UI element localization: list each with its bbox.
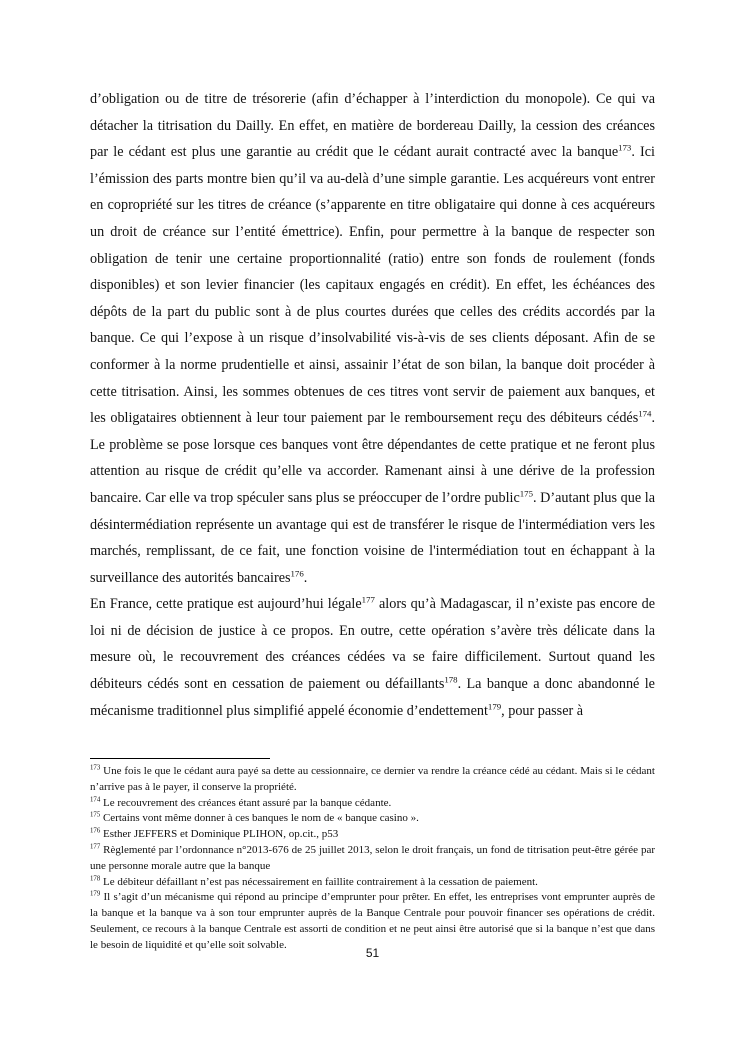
paragraph-text: .: [303, 569, 308, 586]
footnote-number: 175: [90, 811, 101, 819]
footnote-177: [90, 843, 655, 875]
paragraph-text: . Le problème se pose lorsque ces banques vont être dépendantes de cette pratique et ne feront plus attention au risque de crédit qu’elle va accorder. Ramenant ainsi à une dérive de la profession bancaire. Car elle va trop spéculer sans plus se préoccuper de l’ordre public: [90, 410, 655, 506]
paragraph-text: En France, cette pratique est aujourd’hui légale: [90, 596, 362, 613]
footnote-173: [90, 764, 655, 796]
footnote-number: 174: [90, 795, 101, 803]
footnote-text: Il s’agit d’un mécanisme qui répond au principe d’emprunter pour prêter. En effet, les entreprises vont emprunter auprès de la banque et la banque va à son tour emprunter auprès de la Banque Centrale pour pouvoir financer ses opérations de crédit. Seulement, ce recours à la banque Centrale est assorti de condition et ne peut ainsi être autorisé que si la banque n’est que dans le besoin de liquidité et qu’elle soit solvable.: [90, 891, 655, 951]
footnote-ref-173[interactable]: 173: [618, 142, 632, 153]
paragraph-text: d’obligation ou de titre de trésorerie (afin d’échapper à l’interdiction du monopole). Ce qui va détacher la titrisation du Dailly. En effet, en matière de bordereau Dailly, la cession des créances par le cédant est plus une garantie au crédit que le cédant aurait contracté avec la banque: [90, 91, 655, 161]
footnotes: [90, 764, 655, 954]
footnote-ref-177[interactable]: 177: [361, 594, 375, 605]
footnote-ref-179[interactable]: 179: [487, 700, 502, 711]
footnote-text: Le recouvrement des créances étant assuré par la banque cédante.: [100, 796, 392, 809]
footnote-174: [90, 796, 655, 812]
footnote-ref-175[interactable]: 175: [519, 488, 533, 499]
footnote-text: Règlementé par l’ordonnance n°2013-676 de 25 juillet 2013, selon le droit français, un fond de titrisation peut-être gérée par une personne morale autre que la banque: [90, 843, 655, 872]
footnote-number: 176: [90, 827, 101, 835]
footnote-175: [90, 811, 655, 827]
page-number: 51: [365, 946, 380, 960]
footnote-text: Certains vont même donner à ces banques le nom de « banque casino ».: [100, 812, 419, 825]
footnote-separator: [90, 758, 270, 759]
footnote-text: Une fois le que le cédant aura payé sa dette au cessionnaire, ce dernier va rendre la créance cédé au cédant. Mais si le cédant n’arrive pas à le payer, il conserve la propriété.: [90, 765, 655, 793]
paragraph-text: , pour passer à: [501, 702, 584, 719]
footnote-number: 173: [90, 764, 101, 772]
paragraph-1: [90, 86, 655, 591]
footnote-176: [90, 827, 655, 843]
footnote-number: 179: [90, 890, 101, 898]
footnote-ref-176[interactable]: 176: [290, 567, 304, 578]
footnote-number: 177: [90, 843, 101, 851]
body-text: [90, 86, 655, 724]
paragraph-2: [90, 591, 655, 724]
paragraph-text: . La banque a donc abandonné le mécanisme traditionnel plus simplifié appelé économie d’endettement: [90, 676, 655, 719]
footnote-text: Esther JEFFERS et Dominique PLIHON, op.cit., p53: [100, 828, 339, 841]
paragraph-text: . D’autant plus que la désintermédiation représente un avantage qui est de transférer le risque de l'intermédiation vers les marchés, remplissant, de ce fait, une fonction voisine de l'intermédiation tout en échappant à la surveillance des autorités bancaires: [90, 489, 655, 586]
paragraph-text: alors qu’à Madagascar, il n’existe pas encore de loi ni de décision de justice à ce propos. En outre, cette opération s’avère très délicate dans la mesure où, le recouvrement des créances cédées va se faire difficilement. Surtout quand les débiteurs cédés sont en cessation de paiement ou défaillants: [90, 596, 655, 693]
footnote-178: [90, 875, 655, 891]
paragraph-text: . Ici l’émission des parts montre bien qu’il va au-delà d’une simple garantie. Les acquéreurs vont entrer en copropriété sur les titres de créance (s’apparente en titre obligataire qui donne à ces acquéreurs un droit de créance sur l’entité émettrice). Enfin, pour permettre à la banque de respecter son obligation de tenir une certaine proportionnalité (ratio) entre son fonds de roulement (fonds disponibles) et son levier financier (les capitaux engagés en crédit). En effet, les échéances des dépôts de la part du public sont à de plus courtes durées que celles des crédits accordés par la banque. Ce qui l’expose à un risque d’insolvabilité vis-à-vis de ses clients déposant. Afin de se conformer à la norme prudentielle et ainsi, assainir l’état de son bilan, la banque doit procéder à cette titrisation. Ainsi, les sommes obtenues de ces titres vont servir de paiement aux banques, et les obligataires obtiennent à leur tour paiement par le remboursement reçu des débiteurs cédés: [90, 144, 655, 427]
footnote-ref-178[interactable]: 178: [444, 674, 458, 685]
footnote-text: Le débiteur défaillant n’est pas nécessairement en faillite contrairement à la cessation de paiement.: [100, 875, 538, 888]
footnote-179: [90, 890, 655, 953]
footnote-number: 178: [90, 874, 101, 882]
footnote-ref-174[interactable]: 174: [638, 408, 652, 419]
